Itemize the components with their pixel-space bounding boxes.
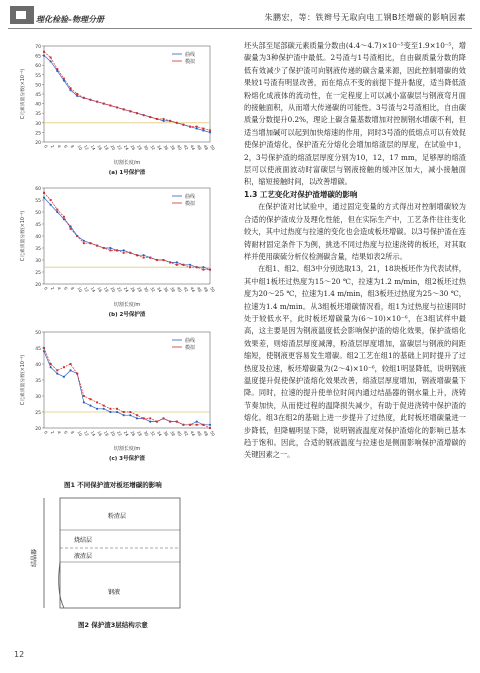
data-point bbox=[43, 347, 45, 349]
data-point bbox=[96, 408, 98, 410]
data-point bbox=[143, 417, 145, 419]
y-tick-label: 55 bbox=[35, 73, 41, 79]
x-tick-label: 2 bbox=[49, 430, 56, 435]
y-tick-label: 25 bbox=[35, 271, 41, 276]
y-tick-label: 70 bbox=[35, 45, 41, 50]
data-point bbox=[156, 118, 158, 120]
data-point bbox=[116, 106, 118, 108]
data-point bbox=[109, 411, 111, 413]
data-point bbox=[63, 79, 65, 81]
x-tick-label: 30 bbox=[142, 430, 150, 437]
legend-label: 模拟 bbox=[185, 201, 196, 207]
data-point bbox=[129, 252, 131, 254]
data-point bbox=[43, 197, 45, 199]
x-tick-label: 0 bbox=[43, 430, 49, 435]
x-tick-label: 32 bbox=[149, 286, 157, 293]
data-point bbox=[50, 57, 52, 59]
x-tick-label: 20 bbox=[109, 430, 117, 437]
y-tick-label: 20 bbox=[35, 283, 41, 288]
x-tick-label: 42 bbox=[182, 430, 190, 437]
x-tick-label: 18 bbox=[102, 430, 110, 437]
y-tick-label: 50 bbox=[35, 331, 41, 336]
data-point bbox=[202, 129, 204, 131]
data-point bbox=[50, 366, 52, 368]
data-point bbox=[50, 60, 52, 62]
data-point bbox=[89, 405, 91, 407]
x-tick-label: 8 bbox=[69, 430, 76, 435]
x-tick-label: 18 bbox=[102, 144, 110, 151]
data-point bbox=[83, 240, 85, 242]
x-tick-label: 28 bbox=[136, 430, 143, 437]
data-point bbox=[103, 103, 105, 105]
data-point bbox=[143, 257, 145, 259]
x-tick-label: 22 bbox=[116, 430, 124, 437]
x-tick-label: 28 bbox=[136, 286, 143, 293]
legend-label: 模拟 bbox=[185, 59, 196, 65]
data-point bbox=[43, 192, 45, 194]
x-tick-label: 20 bbox=[109, 286, 117, 293]
series-line-2 bbox=[44, 348, 210, 428]
data-point bbox=[116, 411, 118, 413]
data-point bbox=[63, 216, 65, 218]
x-tick-label: 24 bbox=[122, 286, 130, 293]
data-point bbox=[63, 78, 65, 80]
data-point bbox=[182, 124, 184, 126]
y-tick-label: 40 bbox=[35, 235, 41, 240]
x-tick-label: 26 bbox=[129, 286, 137, 293]
body-text bbox=[244, 40, 466, 462]
layer-sinter: 烧结层 bbox=[74, 537, 93, 544]
data-point bbox=[189, 126, 191, 128]
x-tick-label: 16 bbox=[96, 286, 104, 293]
x-tick-label: 6 bbox=[63, 430, 69, 435]
x-tick-label: 10 bbox=[76, 430, 84, 437]
y-tick-label: 45 bbox=[35, 347, 41, 352]
x-axis-label: 切割长度/m bbox=[113, 302, 141, 308]
legend-label: 曲线 bbox=[185, 194, 196, 200]
x-tick-label: 32 bbox=[149, 430, 157, 437]
x-tick-label: 12 bbox=[82, 144, 90, 151]
data-point bbox=[83, 97, 85, 99]
data-point bbox=[83, 395, 85, 397]
y-tick-label: 50 bbox=[35, 83, 41, 89]
data-point bbox=[83, 242, 85, 244]
data-point bbox=[176, 264, 178, 266]
data-point bbox=[123, 252, 125, 254]
x-tick-label: 14 bbox=[89, 144, 97, 151]
data-point bbox=[202, 266, 204, 268]
data-point bbox=[109, 247, 111, 249]
data-point bbox=[109, 408, 111, 410]
data-point bbox=[56, 373, 58, 375]
data-point bbox=[76, 235, 78, 237]
data-point bbox=[162, 120, 164, 122]
x-tick-label: 4 bbox=[56, 430, 63, 435]
chart-caption: (a) 1号保护渣 bbox=[108, 170, 146, 176]
data-point bbox=[196, 424, 198, 426]
data-point bbox=[129, 110, 131, 112]
y-axis-label: C元素质量分数(×10⁻⁶) bbox=[21, 68, 26, 120]
x-tick-label: 42 bbox=[182, 286, 190, 293]
layer-powder: 粉渣层 bbox=[108, 513, 127, 520]
x-tick-label: 30 bbox=[142, 144, 150, 151]
figure-2 bbox=[14, 492, 236, 616]
x-tick-label: 12 bbox=[82, 430, 90, 437]
x-tick-label: 44 bbox=[189, 430, 197, 437]
mold-label: 结晶器 bbox=[31, 548, 38, 568]
data-point bbox=[70, 228, 72, 230]
x-tick-label: 48 bbox=[202, 144, 210, 151]
data-point bbox=[116, 408, 118, 410]
data-point bbox=[96, 401, 98, 403]
page-number: 12 bbox=[14, 650, 25, 659]
journal-name: 理化检验–物理分册 bbox=[36, 15, 104, 24]
x-axis-label: 切割长度/m bbox=[113, 160, 141, 166]
running-title: 朱鹏宏，等：铁辫号无取向电工钢B坯增碳的影响因素 bbox=[264, 13, 466, 22]
x-tick-label: 34 bbox=[156, 430, 163, 437]
data-point bbox=[149, 116, 151, 118]
x-tick-label: 46 bbox=[195, 286, 203, 293]
data-point bbox=[123, 414, 125, 416]
x-tick-label: 22 bbox=[116, 286, 124, 293]
data-point bbox=[50, 204, 52, 206]
data-point bbox=[196, 421, 198, 423]
x-tick-label: 10 bbox=[76, 144, 84, 151]
y-tick-label: 25 bbox=[35, 131, 41, 137]
x-tick-label: 44 bbox=[189, 144, 197, 151]
x-tick-label: 30 bbox=[142, 286, 150, 293]
x-tick-label: 44 bbox=[189, 286, 197, 293]
data-point bbox=[70, 363, 72, 365]
y-tick-label: 20 bbox=[35, 427, 41, 432]
y-tick-label: 30 bbox=[35, 121, 41, 127]
data-point bbox=[189, 424, 191, 426]
x-tick-label: 8 bbox=[69, 144, 76, 149]
x-tick-label: 48 bbox=[202, 286, 210, 293]
y-tick-label: 40 bbox=[35, 102, 41, 108]
data-point bbox=[163, 259, 165, 261]
data-point bbox=[70, 87, 72, 89]
y-tick-label: 35 bbox=[35, 112, 41, 118]
x-tick-label: 0 bbox=[43, 144, 49, 149]
chart-c bbox=[14, 324, 236, 464]
data-point bbox=[89, 398, 91, 400]
x-tick-label: 14 bbox=[89, 430, 97, 437]
y-tick-label: 25 bbox=[35, 411, 41, 416]
data-point bbox=[156, 421, 158, 423]
y-tick-label: 30 bbox=[35, 395, 41, 400]
data-point bbox=[143, 254, 145, 256]
data-point bbox=[169, 421, 171, 423]
data-point bbox=[109, 249, 111, 251]
data-point bbox=[169, 120, 171, 122]
data-point bbox=[76, 93, 78, 95]
data-point bbox=[69, 89, 71, 91]
data-point bbox=[136, 414, 138, 416]
data-point bbox=[202, 424, 204, 426]
series-line-1 bbox=[44, 56, 210, 133]
paragraph-3: 在组1、组2、组3中分别选取13，21，18块板坯作为代表试样，其中组1板坯过热度为15～20 ℃，拉速为1.2 m/min，组2板坯过热度为20～25 ℃，拉速为1.4 m/min，组3板坯过热度为25～30 ℃，拉速为1.4 m/min。从3组板坯增碳情况看，组1为过热度与拉速同时处于较低水平，此时板坯增碳量为(6～10)×10⁻⁶，在3组试样中最高，这主要是因为钢液温度低会影响保护渣的熔化效果，保护渣熔化效果差，则熔渣层厚度减薄，粉渣层厚度增加，富碳层与钢液的间距缩短，使钢液更容易发生增碳。组2工艺在组1的基础上同时提升了过热度及拉速，板坯增碳量为(2～4)×10⁻⁶，较组1明显降低，说明钢液温度提升促使保护渣熔化效果改善，熔渣层厚度增加，钢液增碳量下降。同时，拉速的提升使单位时间内通过结晶器的钢水量上升，浇铸节奏加快，从而使过程的温降损失减少，有助于促进浇铸中保护渣的熔化。组3在组2的基础上进一步提升了过热度，此时板坯增碳量进一步降低，但降幅明显下降，说明钢液温度对保护渣熔化的影响已基本趋于饱和。因此，合适的钢液温度与拉速也是侧面影响保护渣增碳的关键因素之一。 bbox=[244, 264, 466, 460]
legend-label: 曲线 bbox=[185, 338, 196, 344]
data-point bbox=[202, 269, 204, 271]
data-point bbox=[189, 266, 191, 268]
data-point bbox=[143, 114, 145, 116]
data-point bbox=[56, 211, 58, 213]
y-tick-label: 45 bbox=[35, 93, 41, 98]
data-point bbox=[209, 427, 211, 429]
data-point bbox=[56, 369, 58, 371]
x-tick-label: 4 bbox=[56, 144, 63, 149]
layer-steel: 钢液 bbox=[108, 589, 121, 596]
data-point bbox=[136, 112, 138, 114]
data-point bbox=[176, 421, 178, 423]
data-point bbox=[163, 118, 165, 120]
x-tick-label: 24 bbox=[122, 144, 130, 151]
x-tick-label: 36 bbox=[162, 286, 170, 293]
series-line-1 bbox=[44, 198, 210, 270]
data-point bbox=[123, 108, 125, 110]
x-tick-label: 38 bbox=[169, 286, 177, 293]
data-point bbox=[56, 68, 58, 70]
x-tick-label: 34 bbox=[156, 286, 163, 293]
x-tick-label: 48 bbox=[202, 430, 210, 437]
data-point bbox=[209, 131, 211, 133]
x-tick-label: 2 bbox=[49, 286, 56, 291]
data-point bbox=[196, 127, 198, 129]
data-point bbox=[169, 261, 171, 263]
x-axis-label: 切割长度/m bbox=[113, 446, 141, 452]
data-point bbox=[123, 411, 125, 413]
x-tick-label: 32 bbox=[149, 144, 157, 151]
x-tick-label: 10 bbox=[76, 286, 84, 293]
chart-caption: (c) 3号保护渣 bbox=[108, 456, 146, 462]
data-point bbox=[176, 261, 178, 263]
x-tick-label: 46 bbox=[195, 144, 203, 151]
data-point bbox=[129, 414, 131, 416]
x-tick-label: 22 bbox=[116, 144, 124, 151]
data-point bbox=[89, 242, 91, 244]
data-point bbox=[123, 249, 125, 251]
x-tick-label: 16 bbox=[96, 144, 104, 151]
data-point bbox=[96, 245, 98, 247]
series-line-1 bbox=[44, 351, 210, 425]
data-point bbox=[103, 247, 105, 249]
data-point bbox=[209, 129, 211, 131]
chart-a bbox=[14, 38, 236, 178]
x-tick-label: 20 bbox=[109, 144, 117, 151]
x-tick-label: 12 bbox=[82, 286, 90, 293]
layer-liquid: 液渣层 bbox=[74, 553, 93, 560]
header-rule bbox=[8, 28, 472, 29]
data-point bbox=[43, 350, 45, 352]
data-point bbox=[196, 126, 198, 128]
data-point bbox=[103, 408, 105, 410]
y-axis-label: C元素质量分数(×10⁻⁶) bbox=[21, 210, 26, 262]
x-tick-label: 34 bbox=[156, 144, 163, 151]
data-point bbox=[149, 417, 151, 419]
data-point bbox=[63, 376, 65, 378]
data-point bbox=[136, 254, 138, 256]
data-point bbox=[103, 405, 105, 407]
x-tick-label: 38 bbox=[169, 430, 177, 437]
x-tick-label: 26 bbox=[129, 144, 137, 151]
data-point bbox=[56, 70, 58, 72]
legend-label: 模拟 bbox=[185, 345, 196, 351]
data-point bbox=[149, 421, 151, 423]
x-tick-label: 8 bbox=[69, 286, 76, 291]
paragraph-1: 坯头部至尾部碳元素质量分数由(4.4～4.7)×10⁻⁵变至1.9×10⁻⁵，增碳量为3种保护渣中最低。2号渣与1号渣相比，自由碳质量分数的降低有效减少了保护渣可向钢液传递的碳含量来源，因此控制增碳的效果较1号渣有明显改善，而在熔点不变的前提下提升黏度，适当降低渣粉熔化成液体的流动性，在一定程度上可以减小富碳层与钢液弯月面的接触面积，从而增大传递碳的可能性。3号渣与2号渣相比，自由碳质量分数提升0.2%，理论上碳含量基数增加对控制钢水增碳不利，但适当增加碱可以起到加快熔速的作用，同时3号渣的低熔点可以有效促使保护渣熔化，保护渣充分熔化会增加熔渣层的厚度，在试验中1，2，3号保护渣的熔渣层厚度分别为10，12，17 mm，足够厚的熔渣层可以使液面波动时富碳层与钢液接触的缓冲区加大，减小接触面积，缩短接触时间，以改善增碳。 bbox=[244, 41, 466, 187]
chart-b bbox=[14, 180, 236, 320]
x-tick-label: 38 bbox=[169, 144, 177, 151]
x-tick-label: 6 bbox=[63, 144, 69, 149]
y-tick-label: 50 bbox=[35, 211, 41, 216]
x-tick-label: 40 bbox=[175, 286, 183, 293]
figure-1-caption: 图1 不同保护渣对板坯增碳的影响 bbox=[64, 481, 162, 489]
x-tick-label: 4 bbox=[56, 286, 63, 291]
data-point bbox=[209, 424, 211, 426]
data-point bbox=[129, 411, 131, 413]
data-point bbox=[89, 99, 91, 101]
x-tick-label: 24 bbox=[122, 430, 130, 437]
x-tick-label: 40 bbox=[175, 430, 183, 437]
data-point bbox=[163, 417, 165, 419]
data-point bbox=[176, 122, 178, 124]
data-point bbox=[96, 101, 98, 103]
journal-logo bbox=[10, 6, 34, 24]
section-title: 1.3 工艺变化对保护渣增碳的影响 bbox=[244, 189, 358, 199]
y-axis-label: C元素质量分数(×10⁻⁶) bbox=[21, 354, 26, 406]
data-point bbox=[196, 266, 198, 268]
data-point bbox=[116, 249, 118, 251]
x-tick-label: 16 bbox=[96, 430, 104, 437]
data-point bbox=[63, 366, 65, 368]
data-point bbox=[56, 209, 58, 211]
x-tick-label: 36 bbox=[162, 430, 170, 437]
data-point bbox=[83, 401, 85, 403]
legend-label: 曲线 bbox=[185, 52, 196, 58]
chart-caption: (b) 2号保护渣 bbox=[108, 312, 146, 318]
x-tick-label: 6 bbox=[63, 286, 69, 291]
x-tick-label: 40 bbox=[175, 144, 183, 151]
data-point bbox=[202, 128, 204, 130]
data-point bbox=[50, 363, 52, 365]
x-tick-label: 28 bbox=[136, 144, 143, 151]
x-tick-label: 18 bbox=[102, 286, 110, 293]
y-tick-label: 60 bbox=[35, 64, 41, 70]
y-tick-label: 35 bbox=[35, 247, 41, 252]
x-tick-label: 50 bbox=[209, 144, 217, 151]
y-tick-label: 40 bbox=[35, 363, 41, 368]
data-point bbox=[109, 105, 111, 107]
data-point bbox=[43, 55, 45, 57]
y-tick-label: 20 bbox=[35, 141, 41, 146]
y-tick-label: 45 bbox=[35, 223, 41, 228]
y-tick-label: 30 bbox=[35, 259, 41, 264]
figure-2-caption: 图2 保护渣3层结构示意 bbox=[78, 621, 148, 629]
x-tick-label: 26 bbox=[129, 430, 137, 437]
y-tick-label: 60 bbox=[35, 187, 41, 192]
data-point bbox=[149, 257, 151, 259]
data-point bbox=[69, 369, 71, 371]
data-point bbox=[209, 269, 211, 271]
data-point bbox=[136, 417, 138, 419]
data-point bbox=[43, 51, 45, 53]
x-tick-label: 14 bbox=[89, 286, 97, 293]
data-point bbox=[182, 424, 184, 426]
x-tick-label: 46 bbox=[195, 430, 203, 437]
y-tick-label: 55 bbox=[35, 199, 41, 204]
x-tick-label: 50 bbox=[209, 286, 217, 293]
data-point bbox=[182, 264, 184, 266]
x-tick-label: 42 bbox=[182, 144, 190, 151]
paragraph-2: 在保护渣对比试验中，通过固定变量的方式得出对控制增碳较为合适的保护渣成分及理化性能，但在实际生产中，工艺条件往往变化较大，其中过热度与拉速的变化也会造成板坯增碳。以3号保护渣在连铸耐材固定条件下为例，挑选不同过热度与拉速浇铸的板坯，对其取样并使用碳硫分析仪检测碳含量，结果如表2所示。 bbox=[244, 202, 466, 261]
data-point bbox=[189, 264, 191, 266]
x-tick-label: 36 bbox=[162, 144, 170, 151]
x-tick-label: 0 bbox=[43, 286, 49, 291]
data-point bbox=[156, 259, 158, 261]
y-tick-label: 35 bbox=[35, 379, 41, 384]
data-point bbox=[50, 199, 52, 201]
x-tick-label: 2 bbox=[49, 144, 56, 149]
y-tick-label: 65 bbox=[35, 54, 41, 60]
data-point bbox=[76, 95, 78, 97]
data-point bbox=[76, 373, 78, 375]
x-tick-label: 50 bbox=[209, 430, 217, 437]
